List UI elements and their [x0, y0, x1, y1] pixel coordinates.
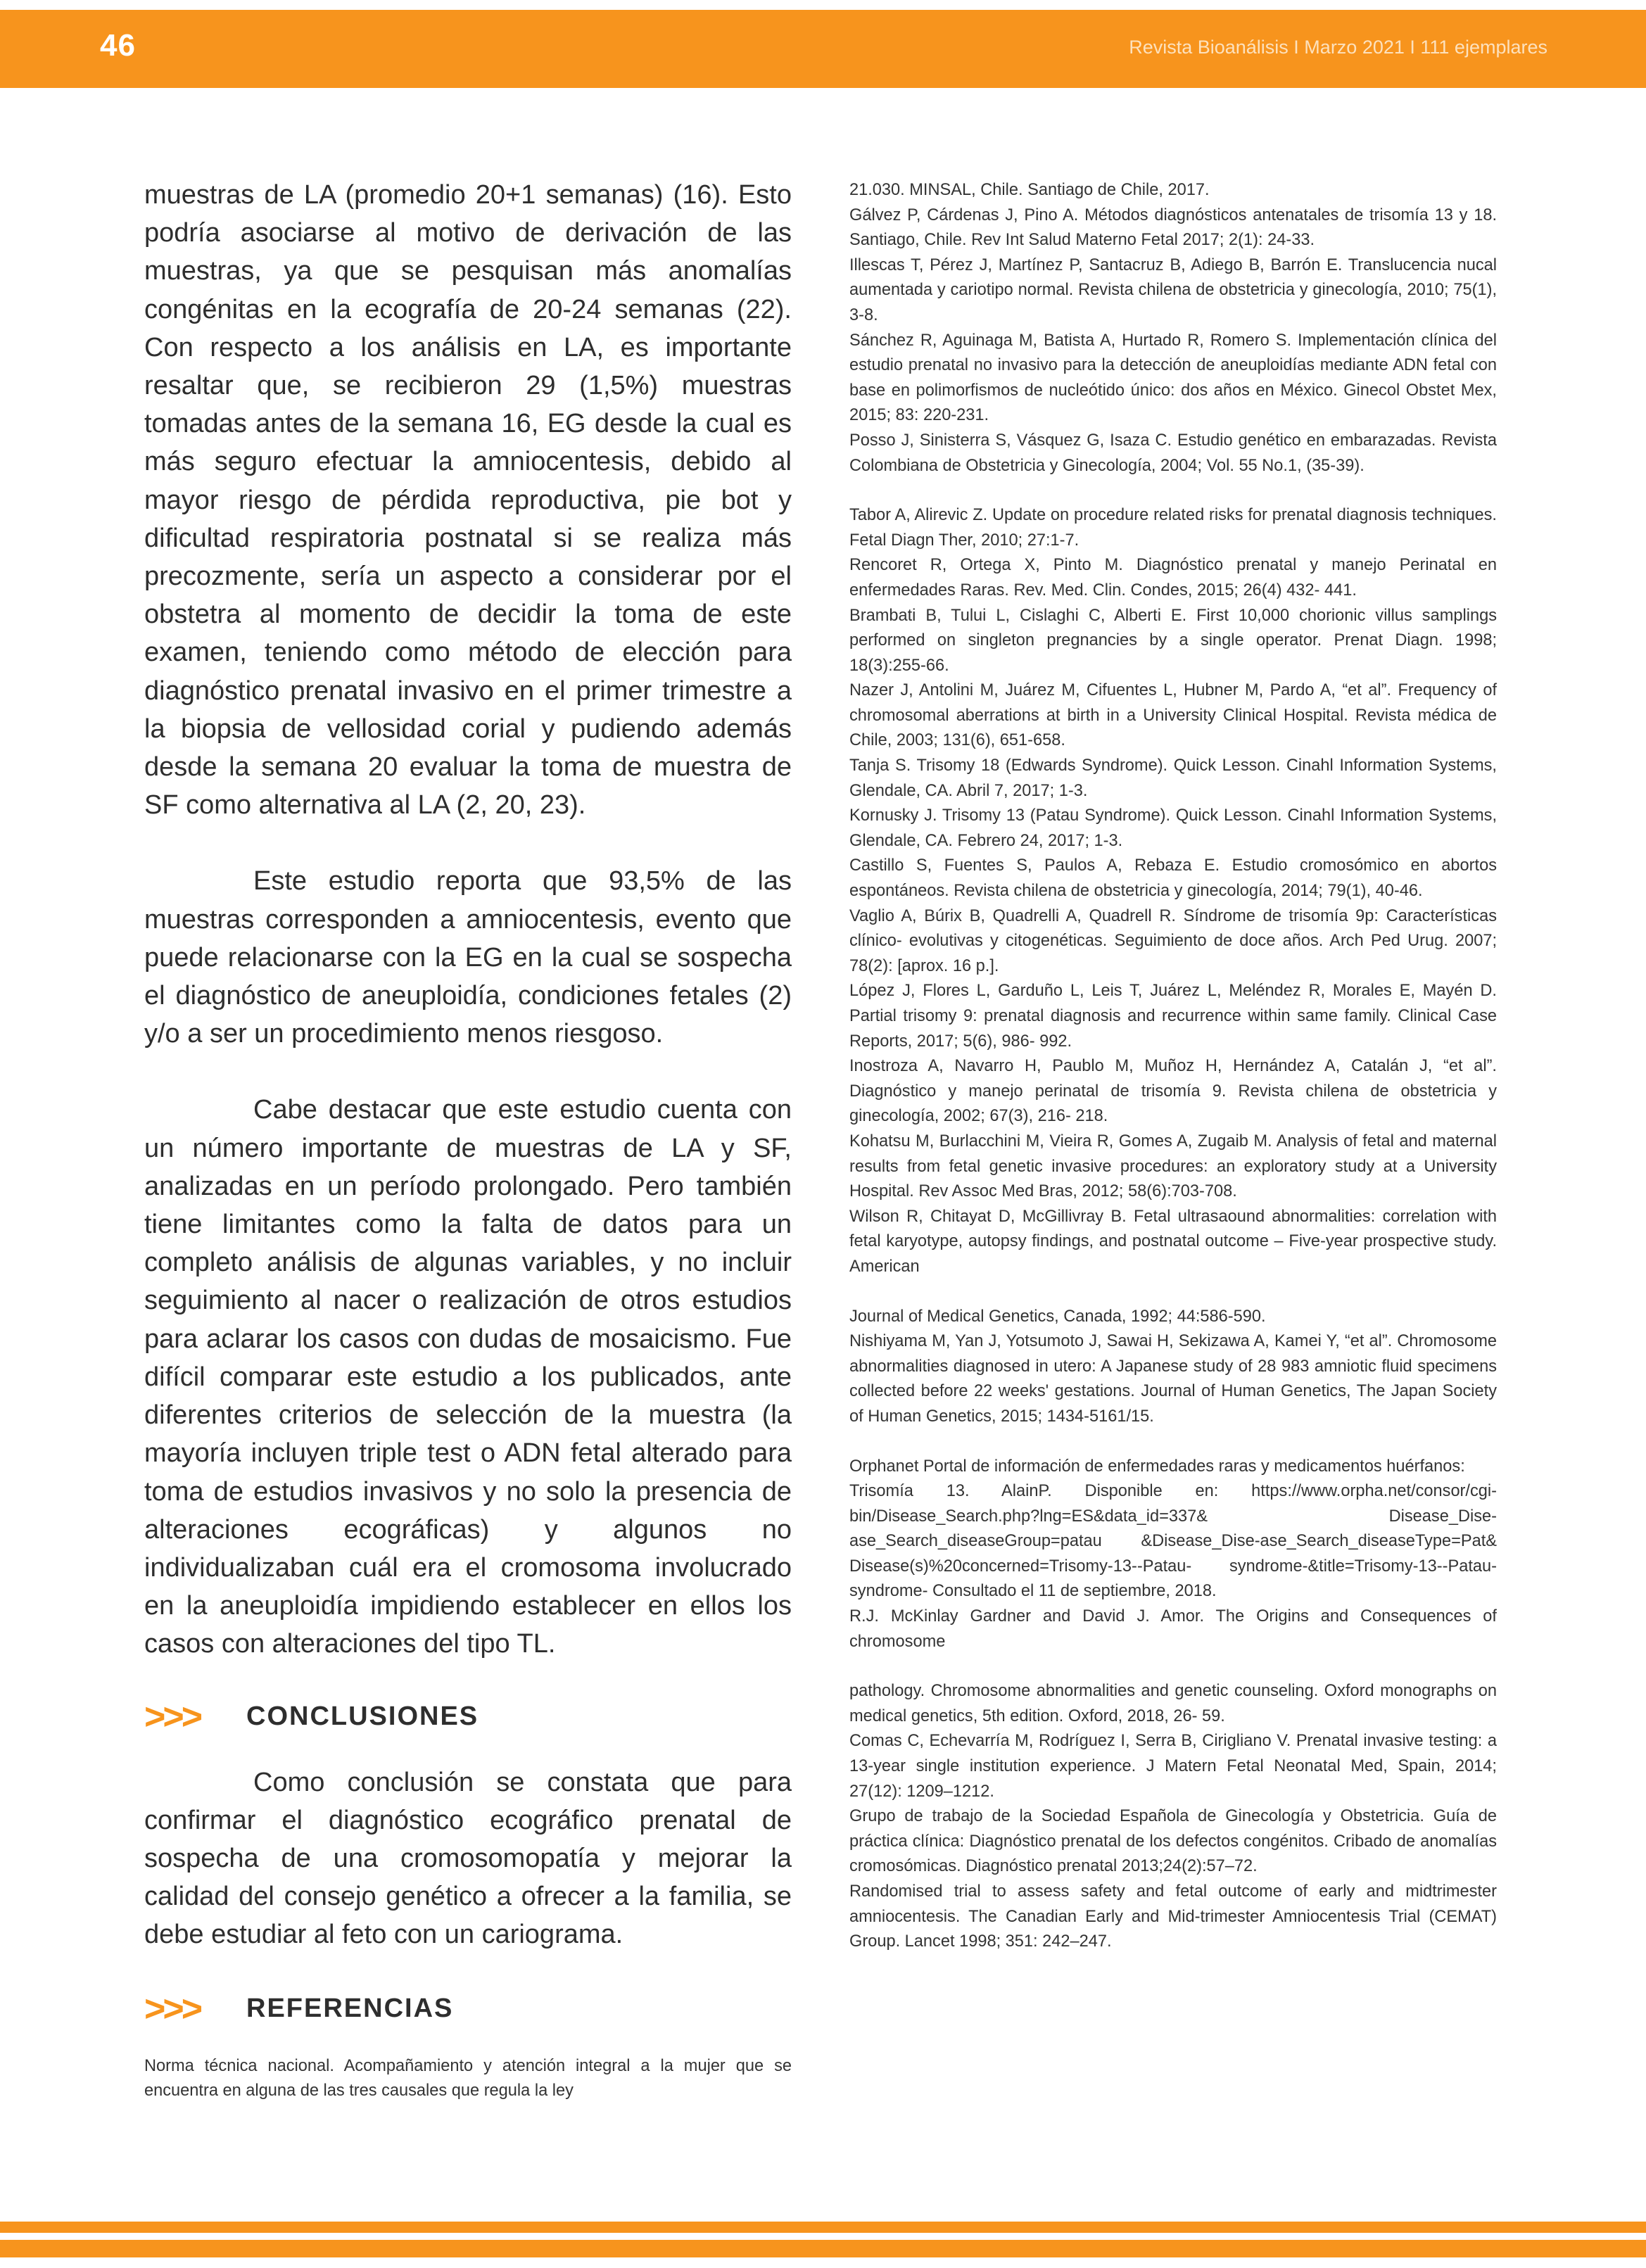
- body-paragraph: Cabe destacar que este estudio cuenta con un número importante de muestras de LA y SF, analizadas en un período prolongado. Pero también tiene limitantes como la falta de datos para un completo análisis de algunas variables, y no incluir seguimiento al nacer o realización de otros estudios para aclarar los casos con dudas de mosaicismo. Fue difícil comparar este estudio a los publicados, ante diferentes criterios de selección de la muestra (la mayoría incluyen triple test o ADN fetal alterado para toma de estudios invasivos y no solo la presencia de alteraciones ecográficas) y algunos no individualizaban cuál era el cromosoma involucrado en la aneuploidía impidiendo establecer en ellos los casos con alteraciones del tipo TL.: [144, 1095, 792, 1659]
- page-number: 46: [100, 28, 136, 63]
- chevron-icon: >>>: [144, 1988, 201, 2029]
- reference-item: Posso J, Sinisterra S, Vásquez G, Isaza C. Estudio genético en embarazadas. Revista Colombiana de Obstetricia y Ginecología, 2004; Vol. 55 No.1, (35-39).: [849, 431, 1497, 475]
- body-paragraph: muestras de LA (promedio 20+1 semanas) (16). Esto podría asociarse al motivo de derivación de las muestras, ya que se pesquisan más anomalías congénitas en la ecografía de 20-24 semanas (22). Con respecto a los análisis en LA, es importante resaltar que, se recibieron 29 (1,5%) muestras tomadas antes de la semana 16, EG desde la cual es más seguro efectuar la amniocentesis, debido al mayor riesgo de pérdida reproductiva, pie bot y dificultad respiratoria postnatal si se realiza más precozmente, sería un aspecto a considerar por el obstetra al momento de decidir la toma de este examen, teniendo como método de elección para diagnóstico prenatal invasivo en el primer trimestre a la biopsia de vellosidad corial y pudiendo además desde la semana 20 evaluar la toma de muestra de SF como alternativa al LA (2, 20, 23).: [144, 180, 792, 821]
- reference-item: pathology. Chromosome abnormalities and genetic counseling. Oxford monographs on medical genetics, 5th edition. Oxford, 2018, 26- 59.: [849, 1682, 1497, 1725]
- reference-item: Nishiyama M, Yan J, Yotsumoto J, Sawai H, Sekizawa A, Kamei Y, “et al”. Chromosome abnormalities diagnosed in utero: A Japanese study of 28 983 amniotic fluid specimens collected before 22 weeks' gestations. Journal of Human Genetics, The Japan Society of Human Genetics, 2015; 1434-5161/15.: [849, 1332, 1497, 1426]
- reference-list: [849, 178, 1497, 1955]
- reference-item: Sánchez R, Aguinaga M, Batista A, Hurtado R, Romero S. Implementación clínica del estudio prenatal no invasivo para la detección de aneuploidías mediante ADN fetal con base en polimorfismos de nucleótido único: dos años en México. Ginecol Obstet Mex, 2015; 83: 220-231.: [849, 331, 1497, 425]
- reference-item: Gálvez P, Cárdenas J, Pino A. Métodos diagnósticos antenatales de trisomía 13 y 18. Santiago, Chile. Rev Int Salud Materno Fetal 2017; 2(1): 24-33.: [849, 205, 1497, 250]
- reference-item: Journal of Medical Genetics, Canada, 1992; 44:586-590.: [849, 1307, 1266, 1326]
- reference-item: Grupo de trabajo de la Sociedad Española de Ginecología y Obstetricia. Guía de práctica clínica: Diagnóstico prenatal de los defectos congénitos. Cribado de anomalías cromosómicas. Diagnóstico prenatal 2013;24(2):57–72.: [849, 1807, 1497, 1876]
- header-bar: [0, 10, 1646, 88]
- reference-item: Illescas T, Pérez J, Martínez P, Santacruz B, Adiego B, Barrón E. Translucencia nucal aumentada y cariotipo normal. Revista chilena de obstetricia y ginecología, 2010; 75(1), 3-8.: [849, 255, 1497, 324]
- reference-item: López J, Flores L, Garduño L, Leis T, Juárez L, Meléndez R, Morales E, Mayén D. Partial trisomy 9: prenatal diagnosis and recurrence within same family. Clinical Case Reports, 2017; 5(6), 986- 992.: [849, 982, 1497, 1051]
- reference-item: Rencoret R, Ortega X, Pinto M. Diagnóstico prenatal y manejo Perinatal en enfermedades Raras. Rev. Med. Clin. Condes, 2015; 26(4) 432- 441.: [849, 556, 1497, 600]
- reference-item: Tabor A, Alirevic Z. Update on procedure related risks for prenatal diagnosis techniques. Fetal Diagn Ther, 2010; 27:1-7.: [849, 506, 1497, 550]
- reference-item: Randomised trial to assess safety and fetal outcome of early and midtrimester amniocentesis. The Canadian Early and Mid-trimester Amniocentesis Trial (CEMAT) Group. Lancet 1998; 351: 242–247.: [849, 1882, 1497, 1951]
- footer-bar: [0, 2222, 1646, 2233]
- body-paragraph: Este estudio reporta que 93,5% de las muestras corresponden a amniocentesis, evento que puede relacionarse con la EG en la cual se sospecha el diagnóstico de aneuploidía, condiciones fetales (2) y/o a ser un procedimiento menos riesgoso.: [144, 866, 792, 1049]
- reference-item: Wilson R, Chitayat D, McGillivray B. Fetal ultrasaound abnormalities: correlation with fetal karyotype, autopsy findings, and postnatal outcome – Five-year prospective study. American: [849, 1207, 1497, 1276]
- footer-bar: [0, 2240, 1646, 2257]
- reference-item: Castillo S, Fuentes S, Paulos A, Rebaza E. Estudio cromosómico en abortos espontáneos. Revista chilena de obstetricia y ginecología, 2014; 79(1), 40-46.: [849, 856, 1497, 901]
- conclusions-paragraph: Como conclusión se constata que para confirmar el diagnóstico ecográfico prenatal de sospecha de una cromosomopatía y mejorar la calidad del consejo genético a ofrecer a la familia, se debe estudiar al feto con un cariograma.: [144, 1767, 792, 1950]
- reference-item: Vaglio A, Búrix B, Quadrelli A, Quadrell R. Síndrome de trisomía 9p: Características clínico- evolutivas y citogenéticas. Seguimiento de doce años. Arch Ped Urug. 2007; 78(2): [aprox. 16 p.].: [849, 906, 1497, 975]
- reference-item: Brambati B, Tului L, Cislaghi C, Alberti E. First 10,000 chorionic villus samplings performed on singleton pregnancies by a single operator. Prenat Diagn. 1998; 18(3):255-66.: [849, 606, 1497, 675]
- reference-item: Kohatsu M, Burlacchini M, Vieira R, Gomes A, Zugaib M. Analysis of fetal and maternal results from fetal genetic invasive procedures: an exploratory study at a University Hospital. Rev Assoc Med Bras, 2012; 58(6):703-708.: [849, 1132, 1497, 1201]
- chevron-icon: >>>: [144, 1696, 201, 1737]
- reference-item: Trisomía 13. AlainP. Disponible en: https://www.orpha.net/consor/cgi-bin/Disease_Search.php?lng=ES&data_id=337& Disease_Dise-ase_Search_diseaseGroup=patau &Disease_Dise-ase_Search_diseaseType=Pat& Disease(s)%20concerned=Trisomy-13--Patau- syndrome-&title=Trisomy-13--Patau-syndrome- Consultado el 11 de septiembre, 2018.: [849, 1482, 1497, 1601]
- references-heading-label: REFERENCIAS: [246, 1994, 454, 2024]
- reference-item: Kornusky J. Trisomy 13 (Patau Syndrome). Quick Lesson. Cinahl Information Systems, Glendale, CA. Febrero 24, 2017; 1-3.: [849, 806, 1497, 850]
- reference-item: Comas C, Echevarría M, Rodríguez I, Serra B, Cirigliano V. Prenatal invasive testing: a 13-year single institution experience. J Matern Fetal Neonatal Med, Spain, 2014; 27(12): 1209–1212.: [849, 1732, 1497, 1801]
- conclusions-heading: [144, 1696, 792, 1737]
- reference-item: 21.030. MINSAL, Chile. Santiago de Chile, 2017.: [849, 181, 1210, 199]
- reference-item: Tanja S. Trisomy 18 (Edwards Syndrome). Quick Lesson. Cinahl Information Systems, Glendale, CA. Abril 7, 2017; 1-3.: [849, 756, 1497, 800]
- reference-item: Nazer J, Antolini M, Juárez M, Cifuentes L, Hubner M, Pardo A, “et al”. Frequency of chromosomal aberrations at birth in a University Clinical Hospital. Revista médica de Chile, 2003; 131(6), 651-658.: [849, 681, 1497, 750]
- references-heading: [144, 1988, 792, 2029]
- reference-item: Norma técnica nacional. Acompañamiento y atención integral a la mujer que se encuentra en alguna de las tres causales que regula la ley: [144, 2056, 792, 2101]
- right-column: [849, 178, 1497, 1955]
- conclusions-heading-label: CONCLUSIONES: [246, 1702, 479, 1732]
- reference-item: R.J. McKinlay Gardner and David J. Amor. The Origins and Consequences of chromosome: [849, 1607, 1497, 1651]
- reference-item: Orphanet Portal de información de enfermedades raras y medicamentos huérfanos:: [849, 1457, 1465, 1476]
- reference-item: Inostroza A, Navarro H, Paublo M, Muñoz H, Hernández A, Catalán J, “et al”. Diagnóstico y manejo perinatal de trisomía 9. Revista chilena de obstetricia y ginecología, 2002; 67(3), 216- 218.: [849, 1057, 1497, 1126]
- left-column: [144, 176, 792, 2104]
- journal-info: Revista Bioanálisis I Marzo 2021 I 111 ejemplares: [1129, 37, 1547, 58]
